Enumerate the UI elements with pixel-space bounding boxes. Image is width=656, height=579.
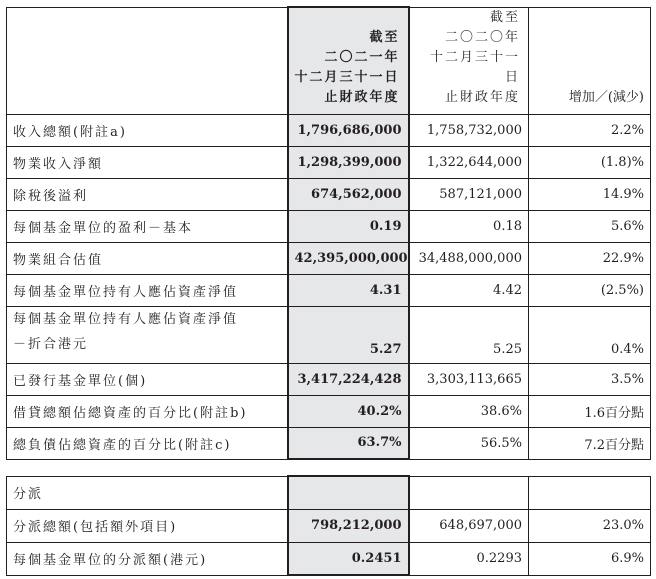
- prior-value: 38.6%: [409, 395, 529, 427]
- current-value: [288, 476, 409, 509]
- prior-value: 1,758,732,000: [409, 114, 529, 146]
- row-label: 每個基金單位的盈利－基本: [7, 210, 288, 242]
- table-row: [7, 306, 651, 363]
- table-row: [7, 242, 651, 274]
- financial-highlights-table: [6, 6, 651, 460]
- change-value: 5.6%: [529, 210, 651, 242]
- current-value: 798,212,000: [288, 509, 409, 542]
- current-value: 0.19: [288, 210, 409, 242]
- row-label: 總負債佔總資產的百分比(附註c): [7, 427, 288, 459]
- distribution-table: [6, 475, 651, 576]
- row-label: 分派總額(包括額外項目): [7, 509, 288, 542]
- prior-value: [409, 476, 529, 509]
- table-row: [7, 210, 651, 242]
- current-value: 4.31: [288, 274, 409, 306]
- current-value: 3,417,224,428: [288, 363, 409, 395]
- row-label: 物業收入淨額: [7, 146, 288, 178]
- prior-value: 56.5%: [409, 427, 529, 459]
- prior-value: 587,121,000: [409, 178, 529, 210]
- prior-value: 4.42: [409, 274, 529, 306]
- distribution-heading: 分派: [7, 476, 288, 509]
- change-value: (1.8)%: [529, 146, 651, 178]
- table-row: [7, 274, 651, 306]
- change-value: 22.9%: [529, 242, 651, 274]
- current-year-header: 截至 二〇二一年 十二月三十一日 止財政年度: [288, 7, 409, 114]
- header-blank-cell: [7, 7, 288, 114]
- current-value: 0.2451: [288, 542, 409, 575]
- change-value: 3.5%: [529, 363, 651, 395]
- change-value: 14.9%: [529, 178, 651, 210]
- prior-value: 0.2293: [409, 542, 529, 575]
- row-label: 借貸總額佔總資產的百分比(附註b): [7, 395, 288, 427]
- prior-year-header: 截至 二〇二〇年 十二月三十一日 止財政年度: [409, 7, 529, 114]
- current-value: 1,796,686,000: [288, 114, 409, 146]
- row-label: 每個基金單位的分派額(港元): [7, 542, 288, 575]
- table-row: [7, 114, 651, 146]
- change-value: 1.6百分點: [529, 395, 651, 427]
- prior-value: 648,697,000: [409, 509, 529, 542]
- change-value: 2.2%: [529, 114, 651, 146]
- prior-value: 34,488,000,000: [409, 242, 529, 274]
- table-row: [7, 509, 651, 542]
- current-value: 40.2%: [288, 395, 409, 427]
- row-label: 已發行基金單位(個): [7, 363, 288, 395]
- table-row: [7, 363, 651, 395]
- table-row: [7, 542, 651, 575]
- row-label: 每個基金單位持有人應佔資產淨值: [7, 274, 288, 306]
- change-value: 0.4%: [529, 306, 651, 363]
- current-value: 674,562,000: [288, 178, 409, 210]
- change-header: 增加／(減少): [529, 7, 651, 114]
- table-row: [7, 146, 651, 178]
- row-label: 除稅後溢利: [7, 178, 288, 210]
- row-label: 每個基金單位持有人應佔資產淨值 －折合港元: [7, 306, 288, 363]
- change-value: (2.5%): [529, 274, 651, 306]
- table-row: [7, 427, 651, 459]
- table-row: [7, 178, 651, 210]
- current-value: 1,298,399,000: [288, 146, 409, 178]
- prior-value: 1,322,644,000: [409, 146, 529, 178]
- prior-value: 3,303,113,665: [409, 363, 529, 395]
- table-row: [7, 395, 651, 427]
- change-value: 7.2百分點: [529, 427, 651, 459]
- current-value: 5.27: [288, 306, 409, 363]
- current-value: 63.7%: [288, 427, 409, 459]
- header-row: [7, 7, 651, 114]
- row-label: 物業組合估值: [7, 242, 288, 274]
- row-label: 收入總額(附註a): [7, 114, 288, 146]
- prior-value: 5.25: [409, 306, 529, 363]
- current-value: 42,395,000,000: [288, 242, 409, 274]
- change-value: [529, 476, 651, 509]
- change-value: 6.9%: [529, 542, 651, 575]
- change-value: 23.0%: [529, 509, 651, 542]
- distribution-heading-row: [7, 476, 651, 509]
- prior-value: 0.18: [409, 210, 529, 242]
